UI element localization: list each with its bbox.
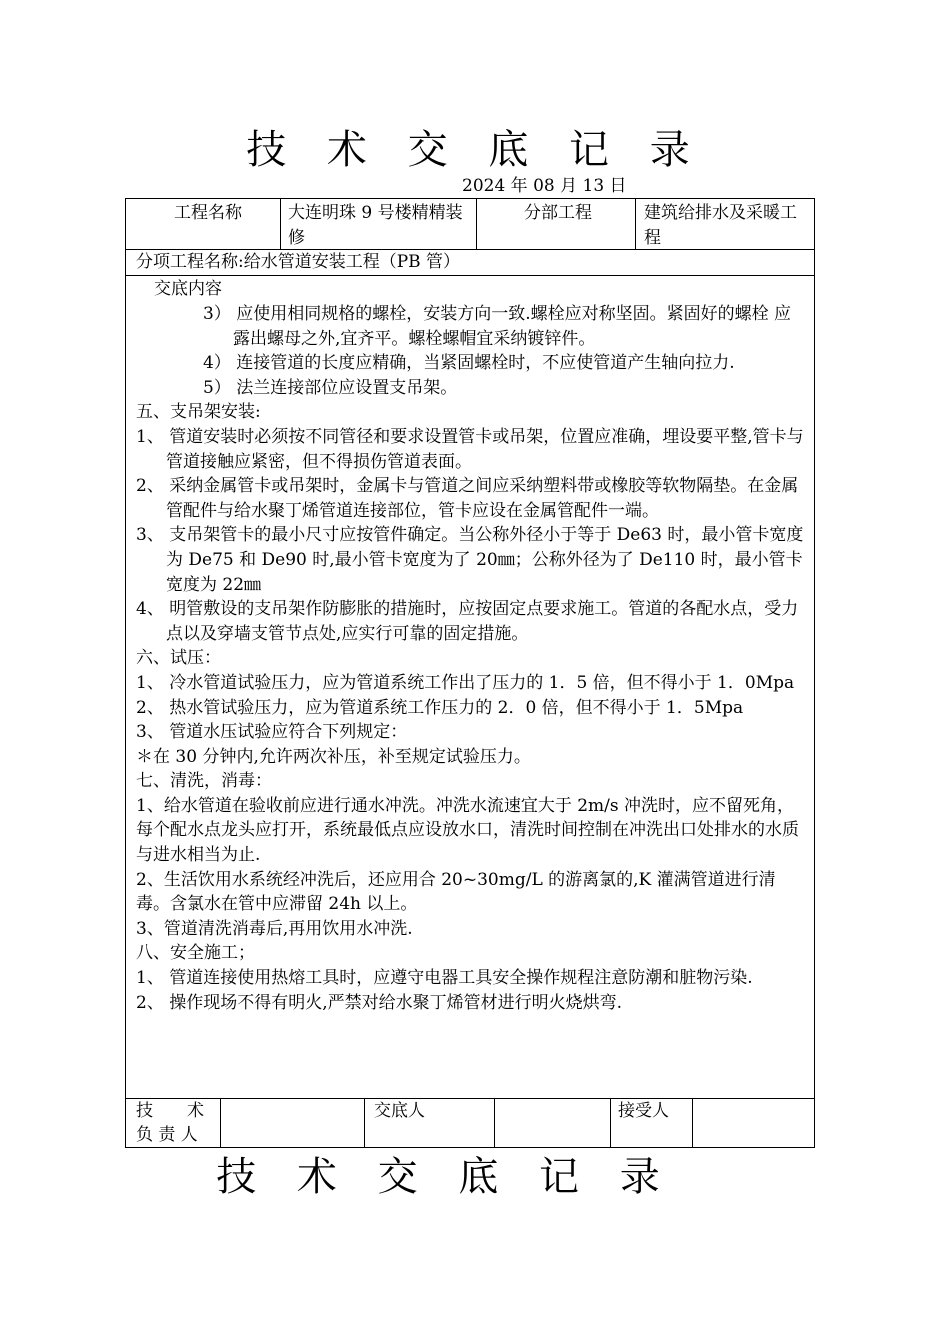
content-line: 1、 管道连接使用热熔工具时，应遵守电器工具安全操作规程注意防潮和脏物污染. bbox=[136, 968, 753, 989]
content-line: ＊在 30 分钟内,允许两次补压，补至规定试验压力。 bbox=[136, 746, 531, 767]
subproject-name: 分项工程名称:给水管道安装工程（PB 管） bbox=[136, 252, 461, 272]
project-name-value: 大连明珠 9 号楼精精装修 bbox=[288, 203, 463, 248]
record-table bbox=[125, 198, 815, 1148]
content-line: 2、 操作现场不得有明火,严禁对给水聚丁烯管材进行明火烧烘弯. bbox=[136, 992, 623, 1013]
section-heading: 五、支吊架安装: bbox=[136, 402, 261, 423]
content-line: 3） 应使用相同规格的螺栓，安装方向一致.螺栓应对称坚固。紧固好的螺栓 应露出螺母之外,宜齐平。螺栓螺帽宜采纳镀锌件。 bbox=[203, 304, 792, 349]
document-title-next-page: 技 术 交 底 记 录 bbox=[216, 1154, 674, 1200]
content-line: 1、 冷水管道试验压力，应为管道系统工作出了压力的 1．5 倍，但不得小于 1．0Mpa bbox=[136, 672, 795, 693]
content-line: 4） 连接管道的长度应精确，当紧固螺栓时，不应使管道产生轴向拉力. bbox=[203, 353, 735, 374]
content-line: 3、管道清洗消毒后,再用饮用水冲洗. bbox=[136, 918, 413, 939]
content-line: 1、给水管道在验收前应进行通水冲洗。冲洗水流速宜大于 2m/s 冲洗时，应不留死角，每个配水点龙头应打开，系统最低点应设放水口，清洗时间控制在冲洗出口处排水的水质与进水相当为止. bbox=[136, 795, 799, 866]
tech-lead-label-line2: 负 责 人 bbox=[136, 1125, 198, 1145]
content-line: 5） 法兰连接部位应设置支吊架。 bbox=[203, 377, 458, 398]
section-heading: 七、清洗，消毒： bbox=[136, 771, 272, 792]
project-name-label: 工程名称 bbox=[174, 203, 242, 223]
content-line: 3、 支吊架管卡的最小尺寸应按管件确定。当公称外径小于等于 De63 时，最小管卡宽度为 De75 和 De90 时,最小管卡宽度为了 20㎜；公称外径为了 De110 时，最小管卡宽度为 22㎜ bbox=[136, 525, 804, 595]
receiver-label: 接受人 bbox=[618, 1101, 669, 1121]
tech-lead-label-line1: 技 术 bbox=[136, 1101, 204, 1121]
division-label: 分部工程 bbox=[524, 203, 592, 223]
content-body bbox=[136, 302, 808, 1015]
content-line: 2、生活饮用水系统经冲洗后，还应用合 20~30mg/L 的游离氯的,K 灌满管道进行清毒。含氯水在管中应滞留 24h 以上。 bbox=[136, 869, 776, 915]
content-line: 4、 明管敷设的支吊架作防膨胀的措施时，应按固定点要求施工。管道的各配水点，受力点以及穿墙支管节点处,应实行可靠的固定措施。 bbox=[136, 599, 799, 644]
content-label: 交底内容 bbox=[154, 279, 222, 299]
handover-person-label: 交底人 bbox=[374, 1101, 425, 1121]
section-heading: 八、安全施工； bbox=[136, 943, 255, 964]
document-title: 技 术 交 底 记 录 bbox=[246, 127, 704, 173]
content-line: 2、 采纳金属管卡或吊架时，金属卡与管道之间应采纳塑料带或橡胶等软物隔垫。在金属管配件与给水聚丁烯管道连接部位，管卡应设在金属管配件一端。 bbox=[136, 476, 799, 521]
content-line: 1、 管道安装时必须按不同管径和要求设置管卡或吊架，位置应准确，埋设要平整,管卡与管道接触应紧密，但不得损伤管道表面。 bbox=[136, 426, 804, 472]
document-date: 2024 年 08 月 13 日 bbox=[462, 176, 627, 196]
section-heading: 六、试压： bbox=[136, 648, 221, 669]
content-line: 3、 管道水压试验应符合下列规定： bbox=[136, 722, 408, 743]
content-line: 2、 热水管试验压力，应为管道系统工作压力的 2．0 倍，但不得小于 1．5Mpa bbox=[136, 697, 744, 718]
division-value: 建筑给排水及采暖工程 bbox=[644, 203, 797, 248]
